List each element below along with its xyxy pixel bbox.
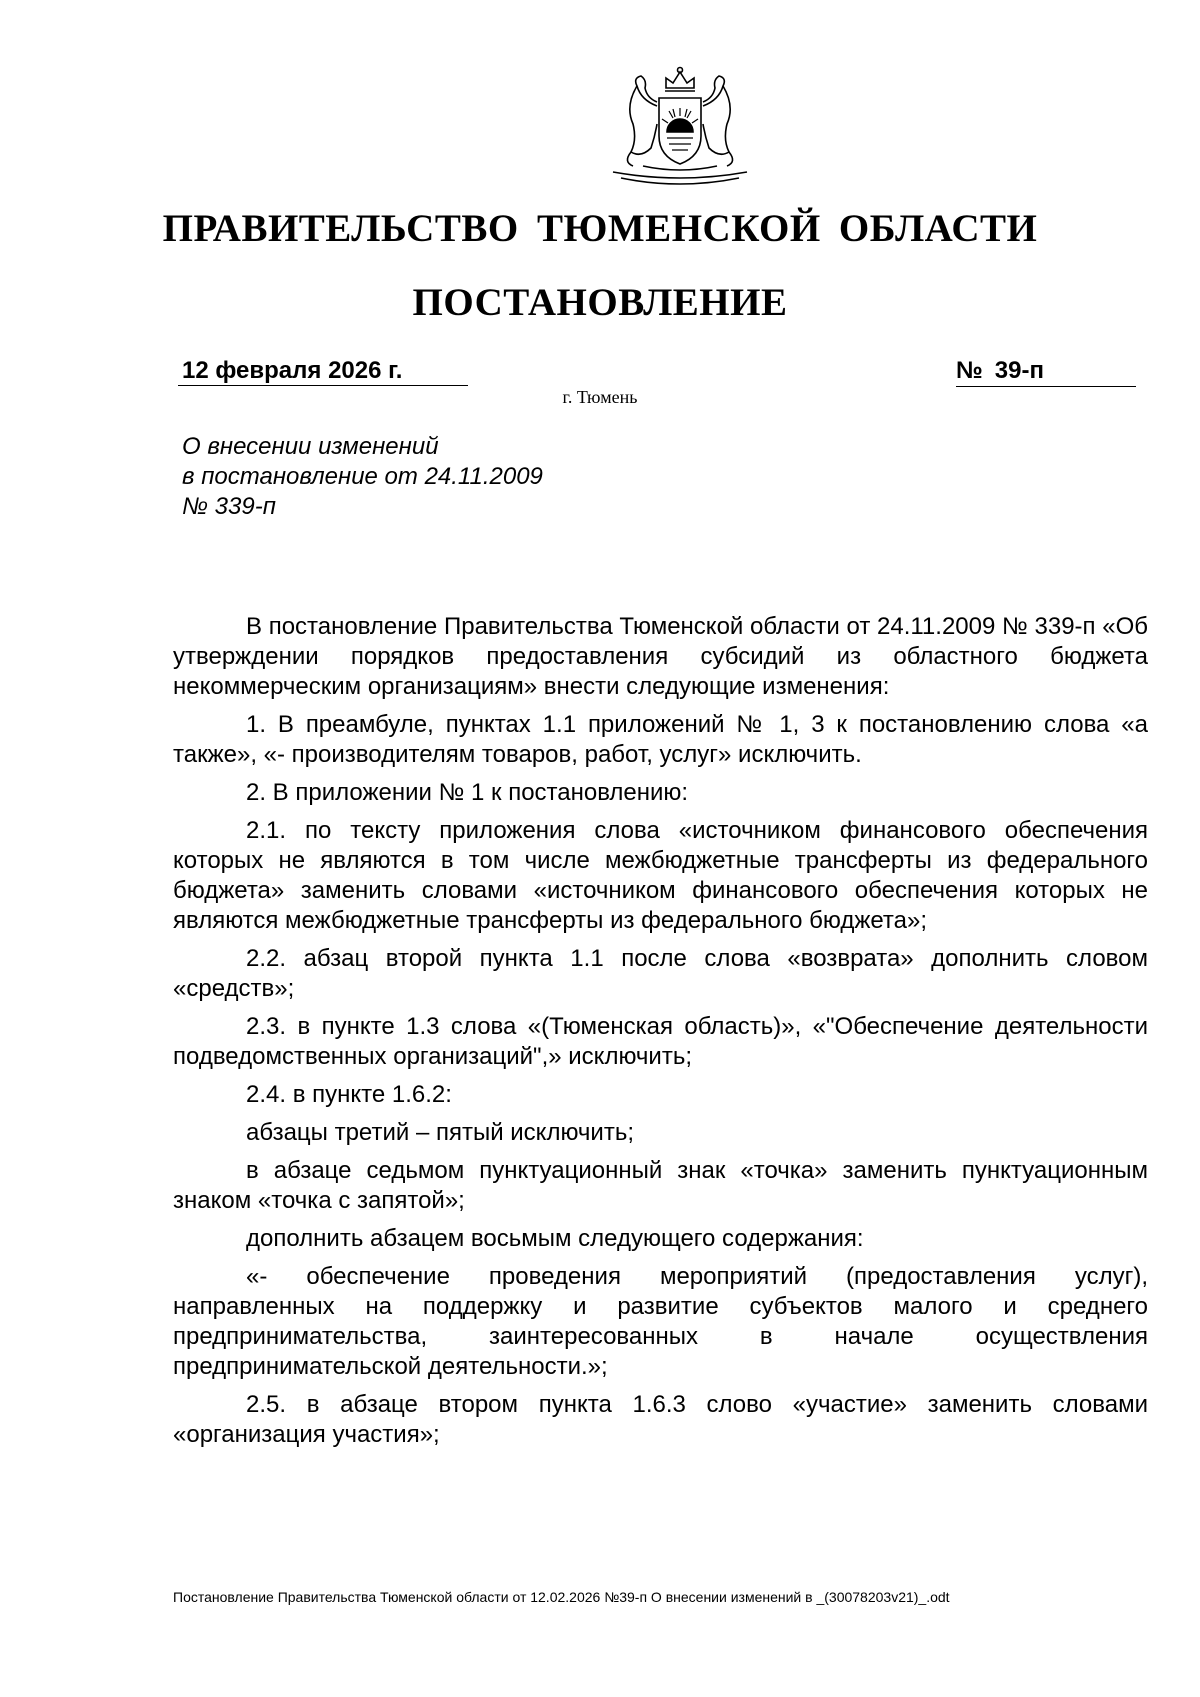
body-paragraph-item-2-3: 2.3. в пункте 1.3 слова «(Тюменская область)», «"Обеспечение деятельности подведомственных организаций",» исключить; — [173, 1013, 1148, 1070]
body-paragraph-item-2-1: 2.1. по тексту приложения слова «источником финансового обеспечения которых не являются в том числе межбюджетные трансферты из федерального бюджета» заменить словами «источником финансового обеспечения которых не являются межбюджетные трансферты из федерального бюджета»; — [173, 817, 1148, 934]
decree-number: 39-п — [994, 357, 1044, 384]
organization-title: ПРАВИТЕЛЬСТВО ТЮМЕНСКОЙ ОБЛАСТИ — [162, 207, 1038, 250]
body-paragraph-item-2: 2. В приложении № 1 к постановлению: — [246, 779, 689, 806]
decree-date: 12 февраля 2026 г. — [178, 356, 468, 386]
body-paragraph-2-4-quote: «- обеспечение проведения мероприятий (предоставления услуг), направленных на поддержку и развитие субъектов малого и среднего предпринимательства, заинтересованных в начале осуществления предпринимательской деятельности.»; — [173, 1263, 1148, 1380]
subject-line: О внесении изменений — [182, 433, 439, 460]
body-paragraph-item-1: 1. В преамбуле, пунктах 1.1 приложений № 1, 3 к постановлению слова «а также», «- производителям товаров, работ, услуг» исключить. — [173, 711, 1148, 768]
body-paragraph-2-4-b: в абзаце седьмом пунктуационный знак «точка» заменить пунктуационным знаком «точка с запятой»; — [173, 1157, 1148, 1214]
body-paragraph-2-4-a: абзацы третий – пятый исключить; — [246, 1119, 634, 1146]
decree-number-field — [956, 356, 1136, 387]
body-paragraph-intro: В постановление Правительства Тюменской области от 24.11.2009 № 339-п «Об утверждении порядков предоставления субсидий из областного бюджета некоммерческим организациям» внести следующие изменения: — [173, 613, 1148, 700]
body-paragraph-item-2-5: 2.5. в абзаце втором пункта 1.6.3 слово «участие» заменить словами «организация участия»; — [173, 1391, 1148, 1448]
document-footer: Постановление Правительства Тюменской области от 12.02.2026 №39-п О внесении изменений в _(30078203v21)_.odt — [173, 1589, 950, 1605]
coat-of-arms-icon — [603, 66, 757, 190]
body-paragraph-item-2-2: 2.2. абзац второй пункта 1.1 после слова «возврата» дополнить словом «средств»; — [173, 945, 1148, 1002]
number-sign: № — [956, 357, 983, 384]
body-paragraph-2-4-c: дополнить абзацем восьмым следующего содержания: — [246, 1225, 864, 1252]
subject-line: в постановление от 24.11.2009 — [182, 463, 543, 490]
decree-subject — [182, 432, 543, 522]
decree-body — [173, 612, 1148, 1458]
body-paragraph-item-2-4: 2.4. в пункте 1.6.2: — [246, 1081, 452, 1108]
city-label: г. Тюмень — [562, 387, 638, 407]
document-type-title: ПОСТАНОВЛЕНИЕ — [412, 281, 788, 324]
subject-line: № 339-п — [182, 493, 276, 520]
